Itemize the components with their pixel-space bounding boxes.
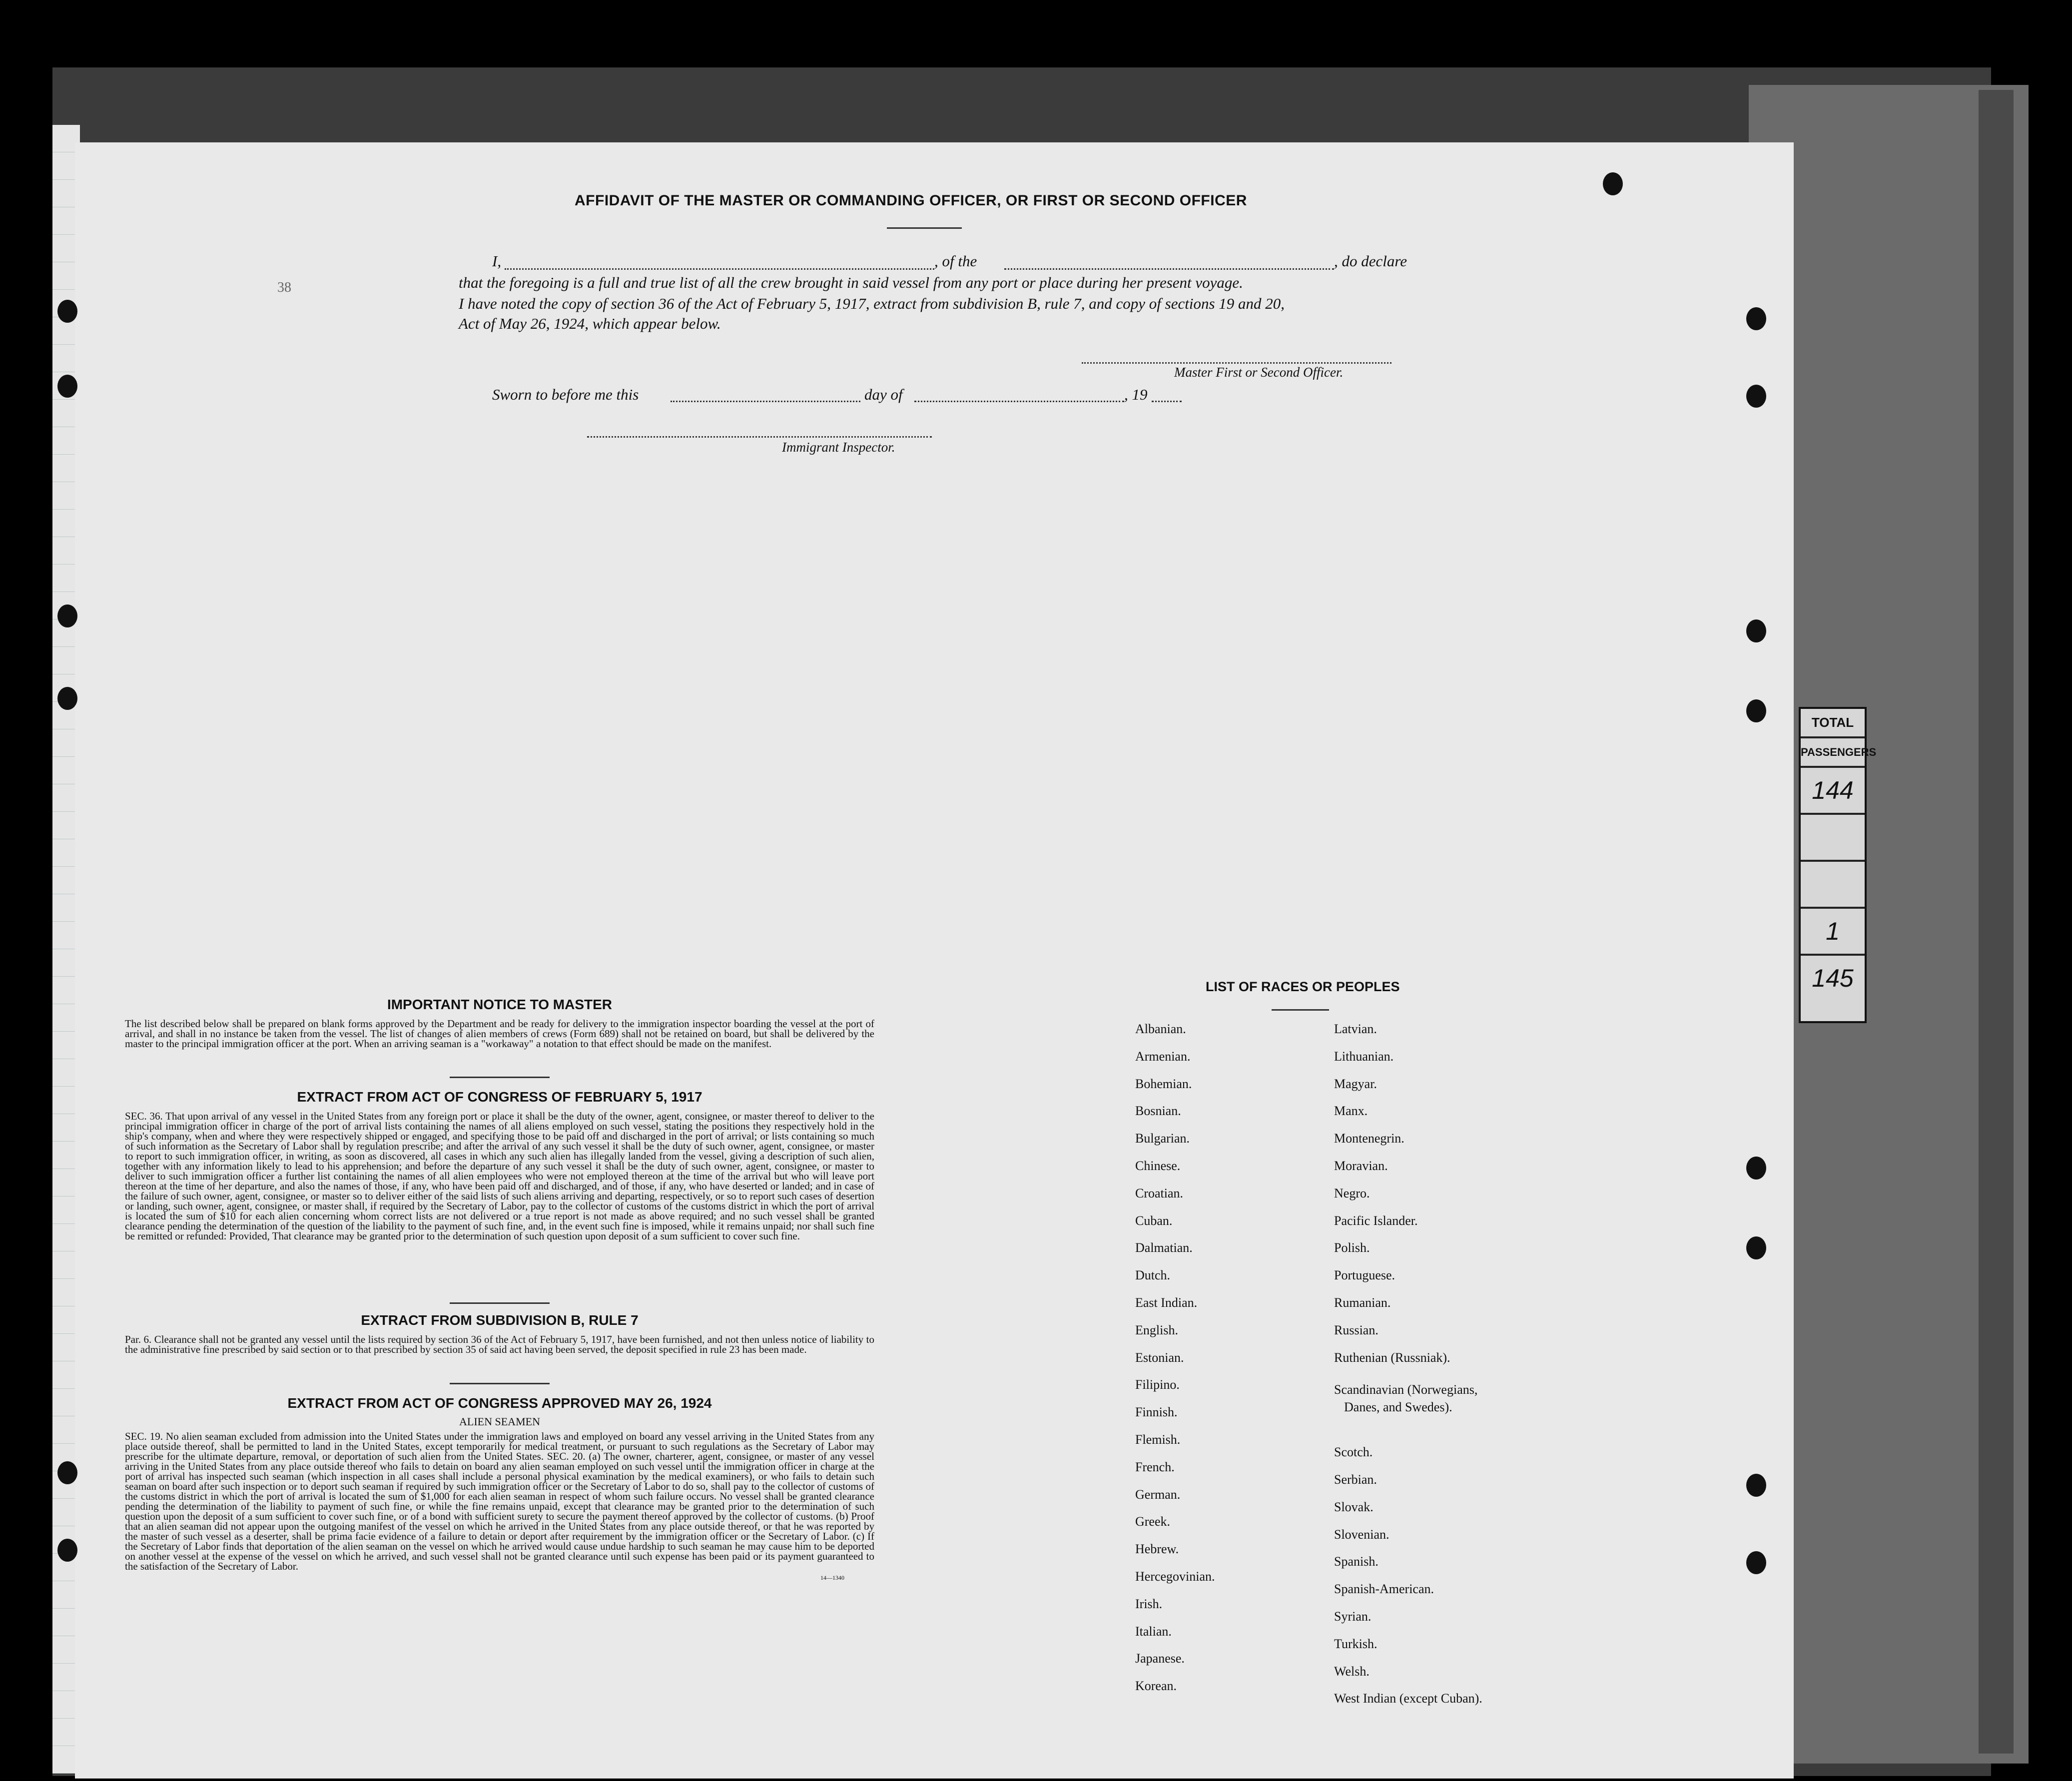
race-item: Cuban. <box>1135 1213 1173 1228</box>
race-item: Turkish. <box>1334 1636 1378 1651</box>
tally-header-passengers: PASSENGERS <box>1801 738 1865 768</box>
master-signature-label: Master First or Second Officer. <box>1174 365 1344 380</box>
race-item: Welsh. <box>1334 1664 1370 1679</box>
race-item: Rumanian. <box>1334 1295 1391 1310</box>
section-rule <box>450 1077 550 1078</box>
tally-blank-row <box>1801 862 1865 909</box>
extract-1917-title: EXTRACT FROM ACT OF CONGRESS OF FEBRUARY 5, 1917 <box>297 1089 702 1105</box>
race-item: East Indian. <box>1135 1295 1198 1310</box>
race-item: Spanish. <box>1334 1554 1379 1569</box>
punch-hole <box>1603 172 1623 195</box>
race-item: Albanian. <box>1135 1022 1186 1036</box>
race-item: Hercegovinian. <box>1135 1569 1215 1584</box>
punch-hole <box>1746 385 1766 408</box>
punch-hole <box>57 1539 77 1562</box>
margin-mark: 38 <box>277 280 291 295</box>
race-item: Latvian. <box>1334 1022 1377 1036</box>
race-item: Ruthenian (Russniak). <box>1334 1350 1450 1365</box>
punch-hole <box>57 375 77 398</box>
race-item: Scotch. <box>1334 1445 1373 1460</box>
race-item: Finnish. <box>1135 1405 1178 1420</box>
race-item: Croatian. <box>1135 1186 1184 1200</box>
race-item: German. <box>1135 1487 1181 1502</box>
inspector-label: Immigrant Inspector. <box>782 440 895 455</box>
affidavit-line2: that the foregoing is a full and true list of all the crew brought in said vessel from any port or place during her present voyage. <box>459 274 1243 291</box>
race-item: Greek. <box>1135 1514 1171 1529</box>
race-item: Flemish. <box>1135 1432 1181 1447</box>
sworn-text: Sworn to before me this <box>492 386 639 403</box>
master-signature-line <box>1082 362 1391 364</box>
race-item: Portuguese. <box>1334 1268 1395 1283</box>
punch-hole <box>1746 1474 1766 1497</box>
race-item: Slovenian. <box>1334 1527 1389 1542</box>
extract-1917 <box>125 1089 874 1241</box>
extract-1924-subtitle: ALIEN SEAMEN <box>459 1415 540 1428</box>
passenger-tally-box <box>1799 707 1877 1023</box>
sworn-month-blank <box>914 401 1124 402</box>
punch-hole <box>1746 1551 1766 1574</box>
tally-total: 145 <box>1812 964 1854 992</box>
tally-value-1: 144 <box>1801 768 1865 815</box>
extract-1917-text: SEC. 36. That upon arrival of any vessel in the United States from any foreign port or place it shall be the duty of the owner, agent, consignee, or master thereof to deliver to the principal immigration officer in charge of the port of arrival lists containing the names of all aliens employed on such vessel, stating the positions they respectively hold in the ship's company, when and where they were respectively shipped or engaged, and specifying those to be paid off and discharged in the port of arrival; or lists containing so much of such information as the Secretary of Labor shall by regulation prescribe; and after the arrival of any such vessel it shall be the duty of such owner, agent, consignee, or master to report to such immigration officer, in writing, as soon as discovered, all cases in which any such alien has illegally landed from the vessel, giving a description of such alien, together with any information likely to lead to his apprehension; and before the departure of any such vessel it shall be the duty of such owner, agent, consignee, or master to deliver to such immigration officer a further list containing the names of all alien employees who were not employed thereon at the time of the arrival but who will leave port thereon at the time of her departure, and also the names of those, if any, who have been paid off and discharged, and of those, if any, who have deserted or landed; and in case of the failure of such owner, agent, consignee, or master so to deliver either of the said lists of such aliens arriving and departing, respectively, or so to report such cases of desertion or landing, such owner, agent, consignee, or master shall, if required by the Secretary of Labor, pay to the collector of customs of the customs district in which the port of arrival is located the sum of $10 for each alien concerning whom correct lists are not delivered or a true report is not made as above required; and no such vessel shall be granted clearance pending the determination of the question of the liability to the payment of such fine, and, in the event such fine is imposed, while it remains unpaid; nor shall such fine be remitted or refunded: Provided, That clearance may be granted prior to the determination of such question upon deposit of a sum sufficient to cover such fine. <box>125 1110 874 1242</box>
race-item: Estonian. <box>1135 1350 1184 1365</box>
punch-hole <box>57 604 77 627</box>
punch-hole <box>1746 1236 1766 1259</box>
race-item: Bosnian. <box>1135 1104 1181 1119</box>
punch-hole <box>57 1461 77 1484</box>
sworn-day-blank <box>671 401 860 402</box>
races-rule <box>1272 1009 1329 1011</box>
race-item: Chinese. <box>1135 1159 1181 1173</box>
race-item: Montenegrin. <box>1334 1131 1404 1146</box>
extract-rule7 <box>125 1312 874 1354</box>
race-item: Italian. <box>1135 1624 1172 1639</box>
race-item: Slovak. <box>1334 1499 1374 1514</box>
race-item: Spanish-American. <box>1334 1582 1434 1597</box>
inspector-signature-line <box>587 436 932 438</box>
race-item: Danes, and Swedes). <box>1344 1400 1452 1415</box>
race-item: Moravian. <box>1334 1159 1388 1173</box>
tally-blank-row <box>1801 815 1865 862</box>
race-item: Bohemian. <box>1135 1076 1192 1091</box>
race-item: West Indian (except Cuban). <box>1334 1691 1482 1706</box>
sworn-day-of: day of <box>864 386 903 403</box>
section-rule <box>450 1302 550 1304</box>
race-item: Korean. <box>1135 1679 1177 1694</box>
punch-hole <box>1746 1157 1766 1180</box>
race-item: Armenian. <box>1135 1049 1191 1064</box>
notice-text: The list described below shall be prepared on blank forms approved by the Department and be ready for delivery to the immigration inspector boarding the vessel at the port of arrival, and shall in no instance be taken from the vessel. The list of changes of alien members of crews (Form 689) shall not be retained on board, but shall be delivered by the master to the principal immigration officer at the port. When an arriving seaman is a "workaway" a notation to that effect should be made on the manifest. <box>125 1018 874 1050</box>
title-rule <box>887 227 962 229</box>
race-item: Filipino. <box>1135 1377 1180 1392</box>
extract-rule7-title: EXTRACT FROM SUBDIVISION B, RULE 7 <box>361 1312 639 1328</box>
sworn-year: , 19 <box>1124 386 1148 403</box>
name-blank <box>505 268 934 270</box>
race-item: Scandinavian (Norwegians, <box>1334 1382 1478 1397</box>
tally-value-2: 1 <box>1801 909 1865 956</box>
race-item: Dalmatian. <box>1135 1240 1193 1255</box>
race-item: Negro. <box>1334 1186 1370 1200</box>
race-item: Japanese. <box>1135 1651 1185 1666</box>
race-item: Pacific Islander. <box>1334 1213 1418 1228</box>
form-number: 14—1340 <box>820 1574 844 1581</box>
race-item: French. <box>1135 1459 1175 1474</box>
affidavit-line1-start: I, <box>492 252 502 270</box>
race-item: English. <box>1135 1322 1178 1337</box>
section-rule <box>450 1383 550 1384</box>
punch-hole <box>57 300 77 323</box>
race-item: Polish. <box>1334 1240 1370 1255</box>
race-item: Irish. <box>1135 1596 1163 1611</box>
sworn-year-blank <box>1152 401 1182 402</box>
race-item: Magyar. <box>1334 1076 1377 1091</box>
race-item: Hebrew. <box>1135 1542 1179 1557</box>
extract-rule7-text: Par. 6. Clearance shall not be granted any vessel until the lists required by section 36 of the Act of February 5, 1917, have been furnished, and not then unless notice of liability to the administrative fine prescribed by said section or to that prescribed by section 35 of said act having been served, the deposit specified in rule 23 has been made. <box>125 1333 874 1355</box>
punch-hole <box>1746 307 1766 330</box>
affidavit-line1-end: , do declare <box>1334 252 1407 270</box>
race-item: Dutch. <box>1135 1268 1171 1283</box>
race-item: Serbian. <box>1334 1472 1377 1487</box>
race-item: Syrian. <box>1334 1609 1372 1624</box>
punch-hole <box>57 687 77 710</box>
background-sheet-edge <box>1979 90 2014 1754</box>
punch-hole <box>1746 699 1766 722</box>
vessel-blank <box>1004 268 1334 270</box>
race-item: Russian. <box>1334 1322 1379 1337</box>
extract-1924 <box>125 1395 874 1582</box>
notice-title: IMPORTANT NOTICE TO MASTER <box>387 997 613 1012</box>
important-notice <box>125 997 874 1049</box>
races-title: LIST OF RACES OR PEOPLES <box>1206 979 1400 994</box>
extract-1924-title: EXTRACT FROM ACT OF CONGRESS APPROVED MAY 26, 1924 <box>287 1395 712 1411</box>
affidavit-line3: I have noted the copy of section 36 of the Act of February 5, 1917, extract from subdivision B, rule 7, and copy of sections 19 and 20, <box>459 295 1285 312</box>
affidavit-line1-mid: , of the <box>934 252 977 270</box>
race-item: Lithuanian. <box>1334 1049 1394 1064</box>
extract-1924-text: SEC. 19. No alien seaman excluded from admission into the United States under the immigration laws and employed on board any vessel arriving in the United States from any place outside thereof, shall be permitted to land in the United States, except temporarily for medical treatment, or pursuant to such regulations as the Secretary of Labor may prescribe for the ultimate departure, removal, or deportation of such alien from the United States. SEC. 20. (a) The owner, charterer, agent, consignee, or master of any vessel arriving in the United States from any place outside thereof who fails to detain on board any alien seaman employed on such vessel until the immigration officer in charge at the port of arrival has inspected such seaman (which inspection in all cases shall include a personal physical examination by the medical examiners), or who fails to detain such seaman on board after such inspection or to deport such seaman if required by such immigration officer or the Secretary of Labor to do so, shall pay to the collector of customs of the customs district in which the port of arrival is located the sum of $1,000 for each alien seaman in respect of whom such failure occurs. No vessel shall be granted clearance pending the determination of the liability to payment of such fine, or while the fine remains unpaid, except that clearance may be granted prior to the determination of such question upon the deposit of a sum sufficient to cover such fine, or of a bond with sufficient surety to secure the payment thereof approved by the collector of customs. (b) Proof that an alien seaman did not appear upon the outgoing manifest of the vessel on which he arrived in the United States from any place outside thereof, or that he was reported by the master of such vessel as a deserter, shall be prima facie evidence of a failure to detain or deport after requirement by the immigration officer or the Secretary of Labor. (c) If the Secretary of Labor finds that deportation of the alien seaman on the vessel on which he arrived would cause undue hardship to such seaman he may cause him to be deported on another vessel at the expense of the vessel on which he arrived, and such vessel shall not be granted clearance until such expense has been paid or its payment guaranteed to the satisfaction of the Secretary of Labor. <box>125 1430 874 1572</box>
race-item: Bulgarian. <box>1135 1131 1190 1146</box>
race-item: Manx. <box>1334 1104 1368 1119</box>
affidavit-title: AFFIDAVIT OF THE MASTER OR COMMANDING OFFICER, OR FIRST OR SECOND OFFICER <box>575 192 1247 209</box>
tally-header-total: TOTAL <box>1801 709 1865 738</box>
affidavit-line4: Act of May 26, 1924, which appear below. <box>459 315 721 332</box>
punch-hole <box>1746 619 1766 642</box>
